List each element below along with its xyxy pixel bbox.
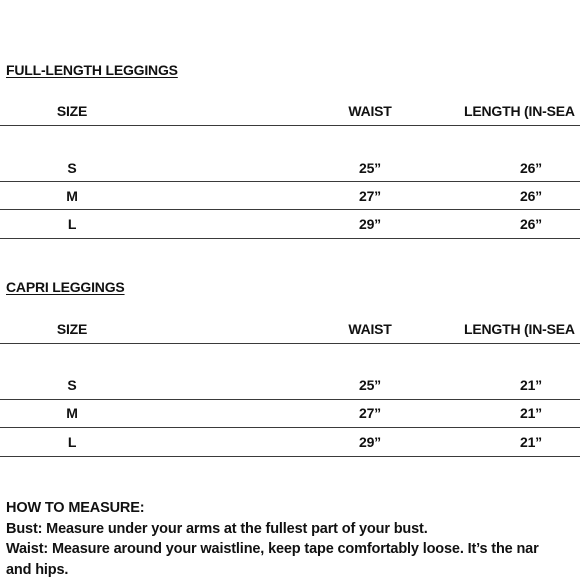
row-size: L <box>67 434 77 450</box>
row-length: 26” <box>520 188 542 204</box>
header-size: SIZE <box>56 103 88 119</box>
row-length: 26” <box>520 216 542 232</box>
header-length: LENGTH (IN-SEA <box>464 321 575 337</box>
how-to-measure <box>6 498 580 580</box>
row-waist: 29” <box>359 434 381 450</box>
row-length: 21” <box>520 405 542 421</box>
header-divider <box>0 125 580 126</box>
header-length: LENGTH (IN-SEA <box>464 103 575 119</box>
row-length: 21” <box>520 434 542 450</box>
row-length: 21” <box>520 377 542 393</box>
row-waist: 25” <box>359 377 381 393</box>
header-divider <box>0 343 580 344</box>
row-divider <box>0 181 580 182</box>
row-size: L <box>67 216 77 232</box>
row-divider <box>0 427 580 428</box>
row-length: 26” <box>520 160 542 176</box>
full-length-title: FULL-LENGTH LEGGINGS <box>6 62 178 78</box>
table-bottom-rule <box>0 456 580 457</box>
header-waist: WAIST <box>348 103 392 119</box>
header-size: SIZE <box>56 321 88 337</box>
row-waist: 25” <box>359 160 381 176</box>
row-size: M <box>66 405 78 421</box>
capri-title: CAPRI LEGGINGS <box>6 279 125 295</box>
row-size: S <box>67 160 77 176</box>
row-divider <box>0 209 580 210</box>
row-waist: 27” <box>359 405 381 421</box>
row-waist: 27” <box>359 188 381 204</box>
header-waist: WAIST <box>348 321 392 337</box>
row-divider <box>0 399 580 400</box>
table-bottom-rule <box>0 238 580 239</box>
measure-line: and hips. <box>6 561 69 578</box>
measure-line: Bust: Measure under your arms at the fullest part of your bust. <box>6 520 428 537</box>
row-size: S <box>67 377 77 393</box>
row-size: M <box>66 188 78 204</box>
row-waist: 29” <box>359 216 381 232</box>
measure-line: Waist: Measure around your waistline, keep tape comfortably loose. It’s the nar <box>6 541 539 557</box>
how-to-measure-heading: HOW TO MEASURE: <box>6 500 145 516</box>
